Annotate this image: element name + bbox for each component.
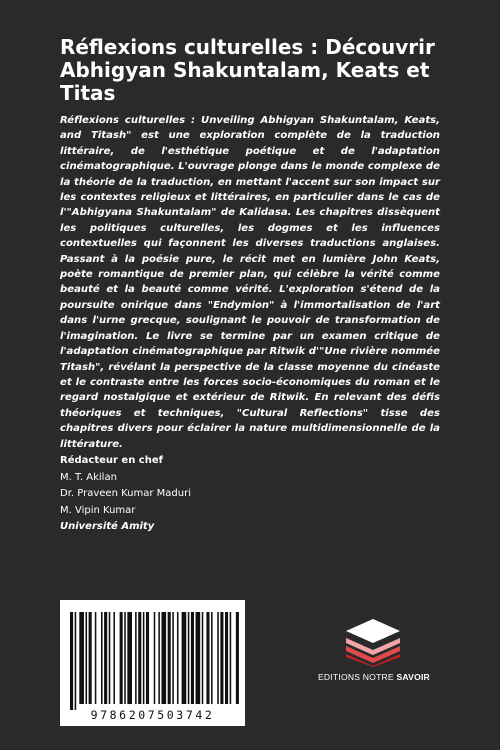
barcode-bar xyxy=(206,612,209,704)
editor-in-chief-label: Rédacteur en chef xyxy=(60,455,163,466)
barcode-bar xyxy=(109,612,111,704)
barcode-bar xyxy=(202,612,204,704)
barcode-bar xyxy=(138,612,141,704)
barcode-bar xyxy=(196,612,201,704)
barcode-bar xyxy=(143,612,145,704)
barcode-bar xyxy=(225,612,228,704)
barcode-bar xyxy=(230,612,232,704)
institution-name: Université Amity xyxy=(60,521,155,532)
barcode-bar xyxy=(217,612,219,704)
barcode-bar xyxy=(120,612,123,704)
book-title: Réflexions culturelles : Découvrir Abhigyan Shakuntalam, Keats et Titas xyxy=(60,35,435,105)
barcode-bar xyxy=(79,612,84,704)
barcode-bar xyxy=(127,612,132,704)
barcode-bar xyxy=(220,612,223,704)
barcode-bar xyxy=(135,612,137,704)
isbn-barcode xyxy=(60,600,245,726)
barcode-bar xyxy=(182,612,187,704)
isbn-number: 9786207503742 xyxy=(90,708,215,722)
editors-block xyxy=(60,453,360,536)
barcode-bar xyxy=(236,612,239,704)
barcode-bar xyxy=(168,612,171,704)
barcode-bar xyxy=(154,612,156,704)
barcode-bar xyxy=(146,612,149,704)
barcode-bar xyxy=(124,612,126,704)
barcode-bar xyxy=(95,612,97,704)
barcode-bar xyxy=(191,612,194,704)
book-stack-logo-icon xyxy=(342,615,404,667)
barcode-bar xyxy=(172,612,174,704)
barcode-bar xyxy=(75,612,77,710)
barcode-bar xyxy=(158,612,160,704)
barcode-bar xyxy=(113,612,115,704)
editor-name: M. T. Akilan xyxy=(60,471,117,483)
barcode-bar xyxy=(70,612,73,710)
barcode-bar xyxy=(188,612,190,704)
publisher-name: EDITIONS NOTRE SAVOIR xyxy=(318,672,430,682)
barcode-bar xyxy=(177,612,179,704)
barcode-bar xyxy=(101,612,103,704)
barcode-bar xyxy=(211,612,213,704)
book-description: Réflexions culturelles : Unveiling Abhigyan Shakuntalam, Keats, and Titash" est une exploration complète de la traduction littéraire, de l'esthétique poétique et de l'adaptation cinématographique. L'ouvrage plonge dans le monde complexe de la théorie de la traduction, en mettant l'accent sur son impact sur les contextes religieux et littéraires, en particulier dans le cas de l'"Abhigyana Shakuntalam" de Kalidasa. Les chapitres dissèquent les politiques culturelles, les dogmes et les influences contextuelles qui façonnent les diverses traductions anglaises. Passant à la poésie pure, le récit met en lumière John Keats, poète romantique de premier plan, qui célèbre la vérité comme beauté et la beauté comme vérité. L'exploration s'étend de la poursuite onirique dans "Endymion" à l'immortalisation de l'art dans l'urne grecque, soulignant le pouvoir de transformation de l'imagination. Le livre se termine par un examen critique de l'adaptation cinématographique par Ritwik d'"Une rivière nommée Titash", révélant la perspective de la classe moyenne du cinéaste et le contraste entre les forces socio-économiques du roman et le regard nostalgique et extérieur de Ritwik. En relevant des défis théoriques et techniques, "Cultural Reflections" tisse des chapitres divers pour éclairer la nature multidimensionnelle de la littérature. xyxy=(60,115,440,450)
publisher-brand xyxy=(318,615,428,690)
editor-name: Dr. Praveen Kumar Maduri xyxy=(60,488,191,499)
editor-name: M. Vipin Kumar xyxy=(60,504,136,516)
barcode-bar xyxy=(89,612,92,704)
barcode-bar xyxy=(86,612,88,704)
barcode-bar xyxy=(104,612,107,704)
barcode-bar xyxy=(161,612,166,704)
